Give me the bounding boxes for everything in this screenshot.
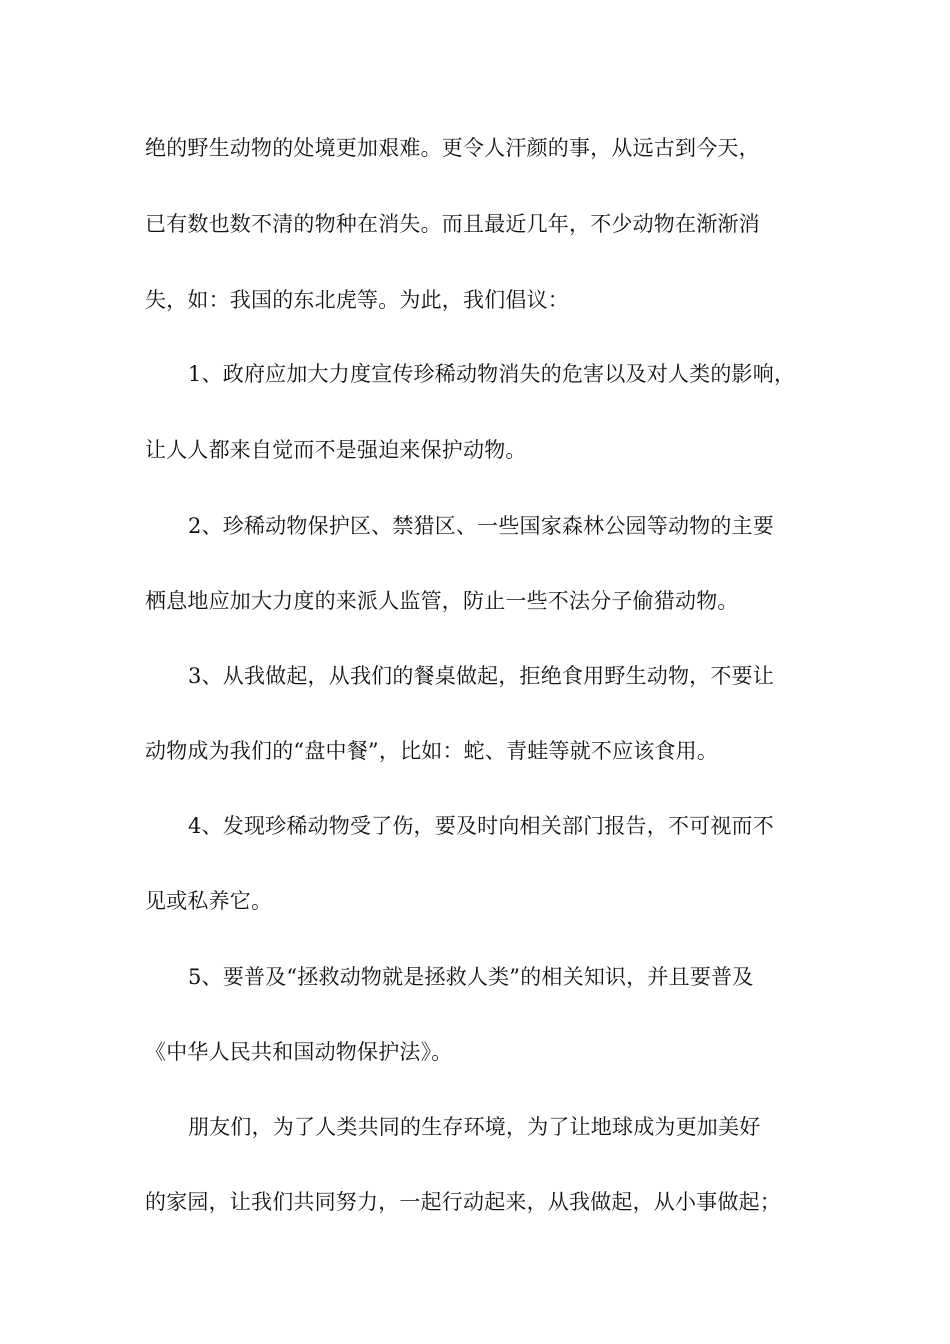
text-line-15: 的家园，让我们共同努力，一起行动起来，从我做起，从小事做起； bbox=[145, 1190, 781, 1214]
text-line-5: 让人人都来自觉而不是强迫来保护动物。 bbox=[145, 438, 527, 462]
text-line-4: 1、政府应加大力度宣传珍稀动物消失的危害以及对人类的影响， bbox=[188, 362, 796, 386]
text-line-14: 朋友们，为了人类共同的生存环境，为了让地球成为更加美好 bbox=[188, 1115, 761, 1139]
text-line-6: 2、珍稀动物保护区、禁猎区、一些国家森林公园等动物的主要 bbox=[188, 514, 774, 538]
text-line-9: 动物成为我们的“盘中餐”，比如：蛇、青蛙等就不应该食用。 bbox=[145, 739, 719, 763]
text-line-2: 已有数也数不清的物种在消失。而且最近几年，不少动物在渐渐消 bbox=[145, 212, 760, 236]
text-line-13: 《中华人民共和国动物保护法》。 bbox=[145, 1040, 453, 1064]
text-line-1: 绝的野生动物的处境更加艰难。更令人汗颜的事，从远古到今天， bbox=[145, 136, 760, 160]
text-line-12: 5、要普及“拯救动物就是拯救人类”的相关知识，并且要普及 bbox=[188, 965, 754, 989]
text-line-10: 4、发现珍稀动物受了伤，要及时向相关部门报告，不可视而不 bbox=[188, 814, 774, 838]
text-line-7: 栖息地应加大力度的来派人监管，防止一些不法分子偷猎动物。 bbox=[145, 589, 739, 613]
text-line-11: 见或私养它。 bbox=[145, 889, 273, 913]
text-line-8: 3、从我做起，从我们的餐桌做起，拒绝食用野生动物，不要让 bbox=[188, 664, 774, 688]
text-line-3: 失，如：我国的东北虎等。为此，我们倡议： bbox=[145, 288, 569, 312]
